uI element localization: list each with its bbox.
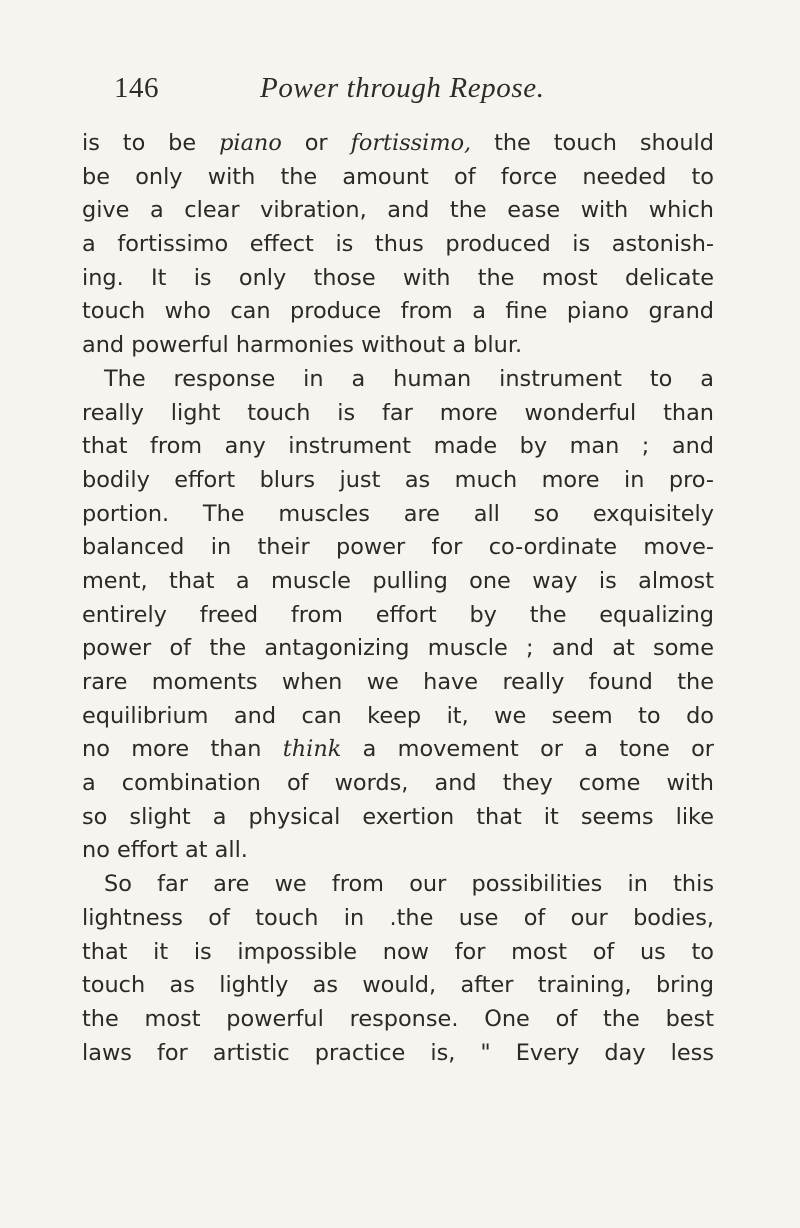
- text-line: [82, 161, 714, 195]
- text-line: [82, 868, 714, 902]
- running-title: Power through Repose.: [260, 72, 545, 104]
- text-segment: a movement or a tone or: [341, 736, 715, 763]
- text-line: [82, 464, 714, 498]
- text-segment: a combination of words, and they come with: [82, 770, 714, 797]
- italic-text: fortissimo,: [350, 130, 472, 156]
- text-line: [82, 363, 714, 397]
- text-segment: so slight a physical exertion that it seems like: [82, 803, 714, 830]
- text-line: [82, 127, 714, 161]
- text-segment: no effort at all.: [82, 837, 248, 864]
- text-segment: entirely freed from effort by the equalizing: [82, 601, 714, 628]
- text-line: [82, 565, 714, 599]
- text-line: [82, 902, 714, 936]
- text-segment: touch as lightly as would, after training, bring: [82, 972, 714, 999]
- text-segment: that from any instrument made by man ; and: [82, 433, 714, 460]
- text-segment: give a clear vibration, and the ease with which: [82, 197, 714, 224]
- text-segment: touch who can produce from a fine piano grand: [82, 298, 714, 325]
- page-header: [114, 68, 714, 112]
- text-segment: ing. It is only those with the most delicate: [82, 264, 714, 291]
- text-line: [82, 295, 714, 329]
- body-text: [82, 127, 714, 1070]
- text-line: [82, 969, 714, 1003]
- text-segment: the touch should: [471, 130, 714, 156]
- text-line: [82, 430, 714, 464]
- text-segment: no more than: [82, 736, 283, 763]
- text-segment: balanced in their power for co-ordinate move-: [82, 534, 714, 561]
- text-segment: lightness of touch in .the use of our bodies,: [82, 904, 714, 931]
- text-line: [82, 767, 714, 801]
- italic-text: piano: [219, 130, 282, 156]
- text-segment: bodily effort blurs just as much more in pro-: [82, 466, 714, 493]
- text-line: [82, 498, 714, 532]
- text-line: [82, 733, 714, 767]
- text-segment: and powerful harmonies without a blur.: [82, 332, 523, 359]
- text-line: [82, 531, 714, 565]
- text-segment: portion. The muscles are all so exquisitely: [82, 500, 714, 527]
- text-line: [82, 228, 714, 262]
- text-segment: ment, that a muscle pulling one way is almost: [82, 567, 714, 594]
- text-segment: The response in a human instrument to a: [104, 365, 714, 392]
- text-segment: a fortissimo effect is thus produced is astonish-: [82, 231, 714, 258]
- text-line: [82, 1037, 714, 1071]
- text-line: [82, 194, 714, 228]
- italic-text: think: [282, 736, 342, 763]
- text-line: [82, 1003, 714, 1037]
- text-segment: So far are we from our possibilities in this: [104, 871, 714, 898]
- text-segment: really light touch is far more wonderful than: [82, 399, 714, 426]
- text-line: [82, 329, 714, 363]
- text-line: [82, 599, 714, 633]
- text-segment: equilibrium and can keep it, we seem to do: [82, 702, 714, 729]
- text-segment: be only with the amount of force needed to: [82, 163, 714, 190]
- text-line: [82, 801, 714, 835]
- text-segment: or: [281, 130, 351, 156]
- text-line: [82, 397, 714, 431]
- text-line: [82, 666, 714, 700]
- page-number: 146: [114, 72, 159, 104]
- text-line: [82, 262, 714, 296]
- text-segment: that it is impossible now for most of us to: [82, 938, 714, 965]
- text-line: [82, 936, 714, 970]
- text-segment: laws for artistic practice is, " Every day less: [82, 1039, 714, 1066]
- text-line: [82, 700, 714, 734]
- text-segment: the most powerful response. One of the best: [82, 1005, 714, 1032]
- text-segment: rare moments when we have really found the: [82, 669, 714, 695]
- text-line: [82, 632, 714, 666]
- text-line: [82, 834, 714, 868]
- text-segment: is to be: [82, 130, 220, 156]
- text-segment: power of the antagonizing muscle ; and at some: [82, 635, 714, 662]
